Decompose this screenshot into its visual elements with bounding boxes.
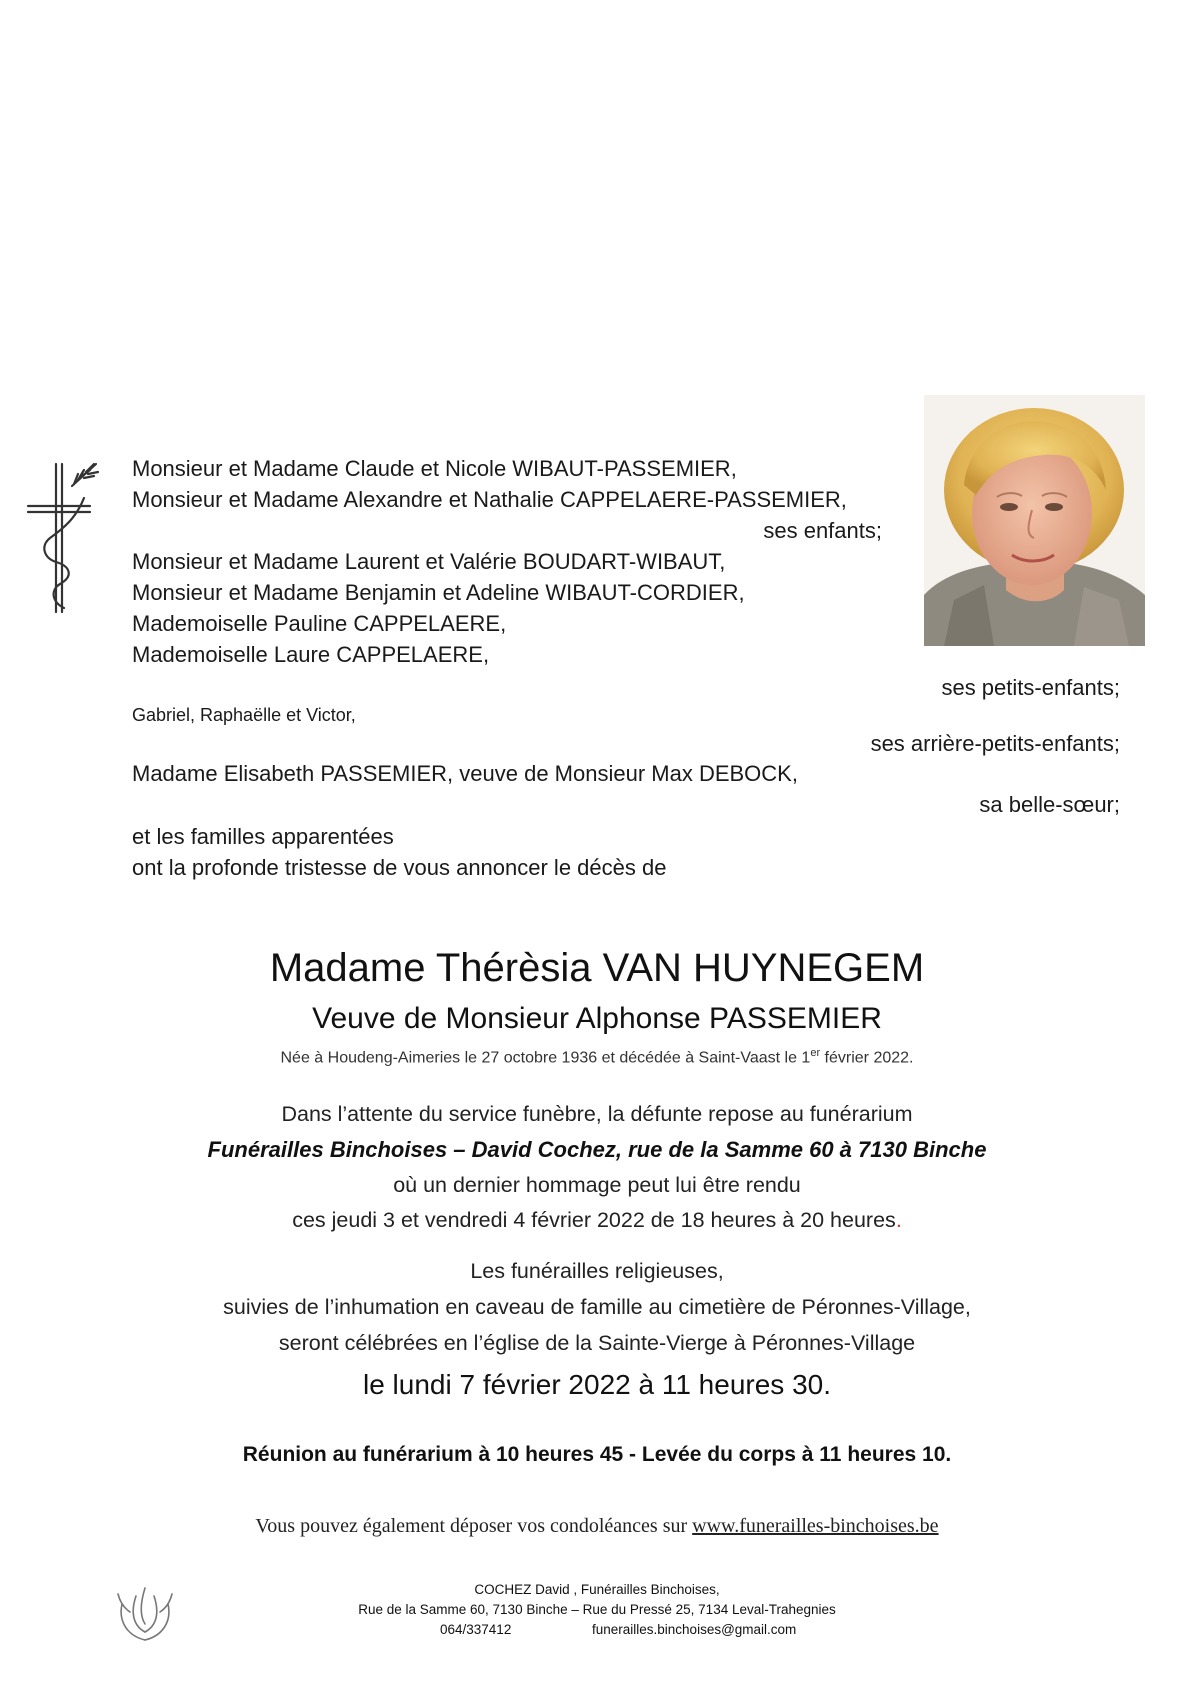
footer-company: COCHEZ David , Funérailles Binchoises,: [474, 1582, 720, 1597]
grandchildren-label: ses petits-enfants;: [941, 675, 1120, 700]
service-line-3: où un dernier hommage peut lui être rendu: [393, 1173, 801, 1197]
child-line-1: Monsieur et Madame Claude et Nicole WIBAUT-PASSEMIER,: [132, 456, 737, 481]
cross-wheat-icon: [26, 458, 106, 618]
funeral-line-1: Les funérailles religieuses,: [470, 1259, 724, 1283]
condolences-text: Vous pouvez également déposer vos condoléances sur: [255, 1515, 693, 1537]
grandchild-line-1: Monsieur et Madame Laurent et Valérie BOUDART-WIBAUT,: [132, 549, 726, 574]
widow-of-line: Veuve de Monsieur Alphonse PASSEMIER: [312, 1002, 882, 1035]
service-location: Funérailles Binchoises – David Cochez, rue de la Samme 60 à 7130 Binche: [207, 1137, 987, 1162]
service-line-1: Dans l’attente du service funèbre, la défunte repose au funérarium: [281, 1102, 913, 1126]
service-hours: ces jeudi 3 et vendredi 4 février 2022 de 18 heures à 20 heures: [292, 1208, 896, 1232]
funeral-line-2: suivies de l’inhumation en caveau de famille au cimetière de Péronnes-Village,: [223, 1295, 971, 1319]
portrait-photo: [924, 395, 1145, 646]
grandchild-line-4: Mademoiselle Laure CAPPELAERE,: [132, 642, 490, 667]
funeral-line-3: seront célébrées en l’église de la Sainte-Vierge à Péronnes-Village: [278, 1331, 916, 1355]
footer-phone: 064/337412: [440, 1622, 512, 1637]
footer-addresses: Rue de la Samme 60, 7130 Binche – Rue du Pressé 25, 7134 Leval-Trahegnies: [358, 1602, 836, 1617]
sister-in-law-line: Madame Elisabeth PASSEMIER, veuve de Monsieur Max DEBOCK,: [132, 761, 798, 786]
birth-death-line: [0, 1047, 1194, 1067]
birth-death-sup: er: [810, 1047, 821, 1059]
funeral-date: le lundi 7 février 2022 à 11 heures 30.: [362, 1369, 831, 1400]
sister-in-law-label: sa belle-sœur;: [979, 792, 1120, 817]
great-grandchildren-label: ses arrière-petits-enfants;: [870, 731, 1120, 756]
birth-death-text: Née à Houdeng-Aimeries le 27 octobre 1936 et décédée à Saint-Vaast le 1: [280, 1049, 811, 1067]
service-line-4: [0, 1208, 1194, 1233]
child-line-2: Monsieur et Madame Alexandre et Nathalie CAPPELAERE-PASSEMIER,: [132, 487, 847, 512]
grandchild-line-3: Mademoiselle Pauline CAPPELAERE,: [132, 611, 507, 636]
deceased-name: Madame Thérèsia VAN HUYNEGEM: [269, 946, 925, 990]
closing-line-2: ont la profonde tristesse de vous annoncer le décès de: [132, 855, 667, 880]
grandchild-line-2: Monsieur et Madame Benjamin et Adeline WIBAUT-CORDIER,: [132, 580, 745, 605]
condolences-line: [0, 1515, 1194, 1538]
closing-line-1: et les familles apparentées: [132, 824, 394, 849]
meeting-line: Réunion au funérarium à 10 heures 45 - Levée du corps à 11 heures 10.: [242, 1443, 952, 1466]
footer-email: funerailles.binchoises@gmail.com: [592, 1622, 797, 1637]
great-grandchildren-line: Gabriel, Raphaëlle et Victor,: [132, 705, 356, 725]
condolences-link[interactable]: www.funerailles-binchoises.be: [692, 1515, 939, 1537]
children-label: ses enfants;: [763, 518, 882, 543]
birth-death-end: février 2022.: [820, 1049, 914, 1067]
service-line-4-dot: .: [895, 1208, 902, 1232]
